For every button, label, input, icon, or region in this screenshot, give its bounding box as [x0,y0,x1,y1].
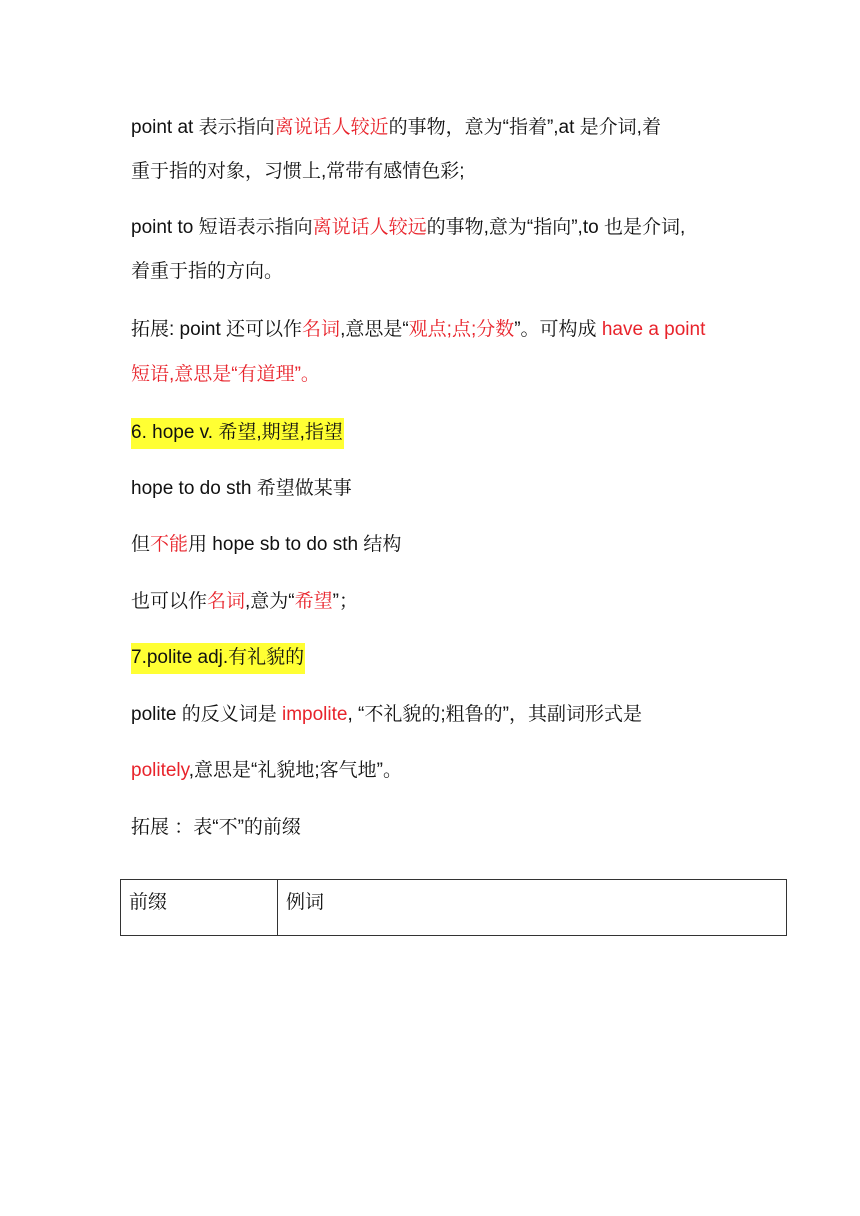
emphasis-text: 短语,意思是“有道理”。 [131,364,320,385]
text-segment: 重于指的对象，习惯上,常带有感情色彩; [131,161,465,182]
emphasis-text: 不能 [150,534,189,555]
text-line [131,159,465,185]
text-segment: 但 [131,534,151,555]
text-line [131,702,642,728]
text-line [131,589,358,615]
emphasis-text: politely [131,760,189,781]
table-header-prefix: 前缀 [121,880,278,936]
text-segment: 拓展: point 还可以作 [131,319,303,340]
emphasis-text: 离说话人较近 [274,117,389,138]
text-line [131,476,352,502]
text-line [131,362,320,388]
text-segment: 也可以作 [131,591,208,612]
text-segment: point at 表示指向 [131,117,275,138]
section-heading [131,645,305,671]
text-segment: 的事物，意为“指着”,at 是介词,着 [388,117,661,138]
text-segment: ”。可构成 [514,319,602,340]
emphasis-text: 名词 [302,319,341,340]
text-segment: point to 短语表示指向 [131,217,313,238]
highlighted-heading: 7.polite adj.有礼貌的 [131,643,305,674]
text-line [131,815,301,841]
text-segment: ,意为“ [245,591,295,612]
text-segment: , “不礼貌的;粗鲁的”，其副词形式是 [347,704,642,725]
table-header-example: 例词 [278,880,787,936]
emphasis-text: 希望 [294,591,333,612]
text-line [131,532,401,558]
text-segment: polite 的反义词是 [131,704,282,725]
text-segment: ,意思是“ [340,319,409,340]
prefix-table [120,879,787,936]
highlighted-heading: 6. hope v. 希望,期望,指望 [131,418,344,449]
text-segment: ”； [332,591,358,612]
text-segment: 用 hope sb to do sth 结构 [188,534,402,555]
emphasis-text: have a point [601,319,706,340]
text-segment: 着重于指的方向。 [131,261,284,282]
text-segment: 的事物,意为“指向”,to 也是介词, [426,217,686,238]
emphasis-text: 名词 [207,591,246,612]
text-line [131,317,705,343]
emphasis-text: 观点;点;分数 [408,319,515,340]
emphasis-text: impolite [281,704,348,725]
text-segment: ,意思是“礼貌地;客气地”。 [188,760,402,781]
text-line [131,758,402,784]
emphasis-text: 离说话人较远 [312,217,427,238]
section-heading [131,420,344,446]
text-segment: 拓展 ：表“不”的前缀 [131,817,301,838]
text-line [131,115,661,141]
text-line [131,215,685,241]
table-header-row [121,880,787,936]
text-segment: hope to do sth 希望做某事 [131,478,352,499]
text-line [131,259,283,285]
